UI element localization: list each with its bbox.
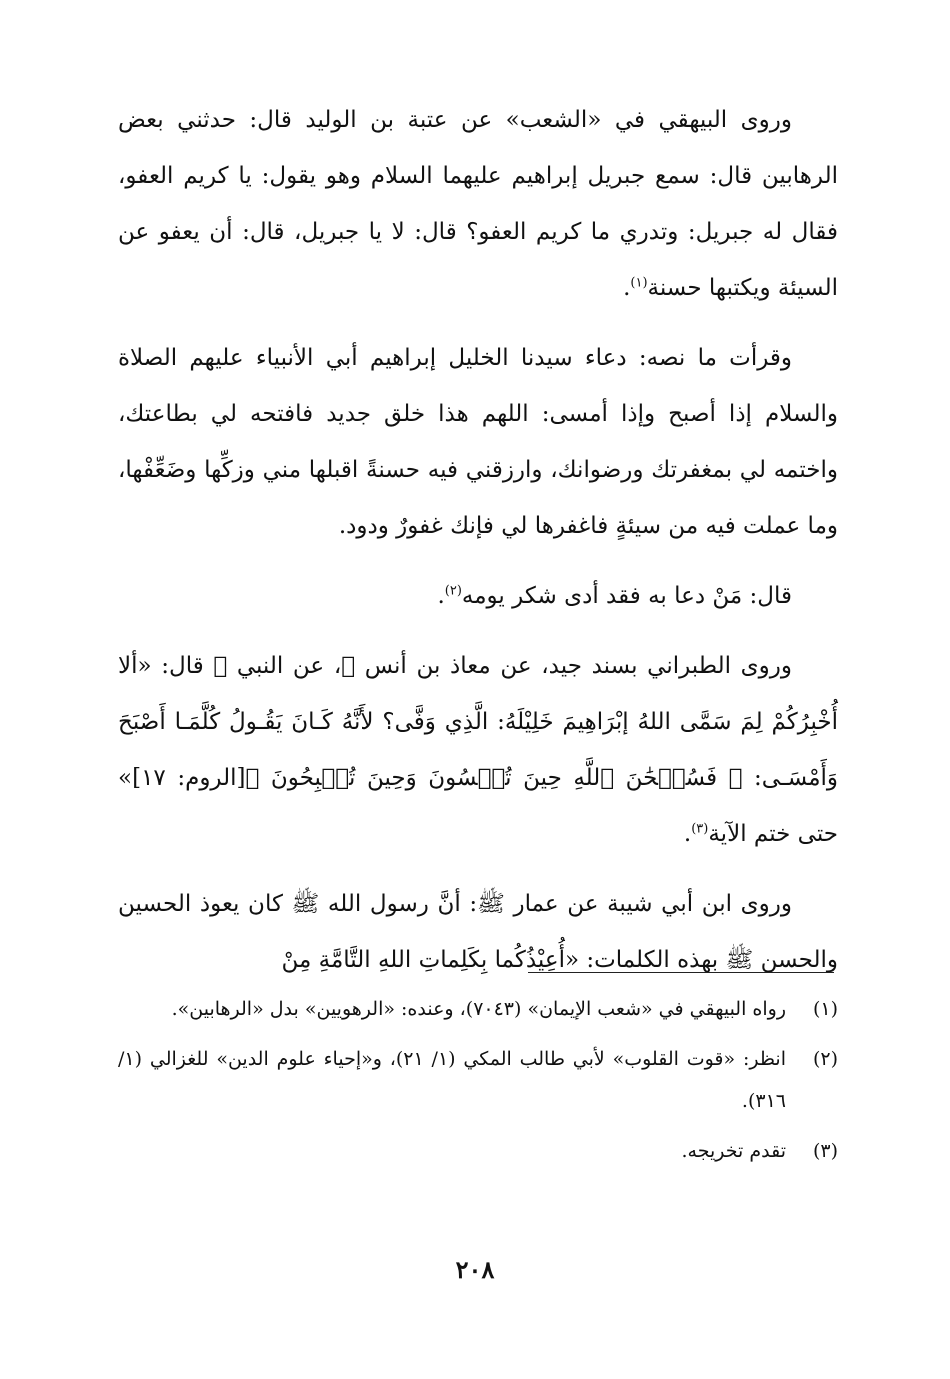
paragraph-2-text: وقرأت ما نصه: دعاء سيدنا الخليل إبراهيم أبي الأنبياء عليهم الصلاة والسلام إذا أصبح وإذا أمسى: اللهم هذا خلق جديد فافتحه لي بطاعتك، واختمه لي بمغفرتك ورضوانك، وارزقني فيه حسنةً اقبلها مني وزكِّها وضَعِّفْها، وما عملت فيه من سيئةٍ فاغفرها لي فإنك غفورٌ ودود. [118,345,838,539]
paragraph-3 [118,568,838,624]
footnote-ref-1[interactable]: (١) [630,275,648,291]
paragraph-3-text: قال: مَنْ دعا به فقد أدى شكر يومه [461,583,792,609]
footnote-number: (٢) [812,1048,838,1070]
paragraph-4-end: . [683,821,692,847]
paragraph-4-text: وروى الطبراني بسند جيد، عن معاذ بن أنس ﷺ، عن النبي ﷺ قال: «ألا أُخْبِرُكُمْ لِمَ سَمَّى اللهُ إبْرَاهِيمَ خَلِيْلَهُ: الَّذِي وَفَّى؟ لأَنَّهُ كَـانَ يَقُـولُ كُلَّمَـا أَصْبَحَ وَأَمْسَـى: [118,653,839,791]
footnote-number: (٣) [812,1140,838,1162]
paragraph-3-end: . [437,583,445,609]
footnote-ref-3[interactable]: (٣) [691,821,709,837]
footnote-text: تقدم تخريجه. [681,1140,786,1162]
paragraph-1 [118,92,838,316]
footnote-number: (١) [812,998,838,1020]
main-text [118,92,838,988]
quran-verse: ﴿ فَسُبۡحَٰنَ ٱللَّهِ حِينَ تُمۡسُونَ وَحِينَ تُصۡبِحُونَ ﴾ [245,765,743,791]
paragraph-4-tail: » حتى ختم الآية [118,765,838,847]
footnotes [118,988,838,1180]
footnote-2 [118,1038,838,1122]
quran-reference: [الروم: ١٧] [132,765,246,791]
paragraph-5-text: وروى ابن أبي شيبة عن عمار ﷺ: أنَّ رسول الله ﷺ كان يعوذ الحسين والحسن ﷺ بهذه الكلمات: «أُعِيْذُكُما بِكَلِماتِ اللهِ التَّامَّةِ مِنْ [118,891,838,973]
paragraph-2 [118,330,838,554]
paragraph-1-text: وروى البيهقي في «الشعب» عن عتبة بن الوليد قال: حدثني بعض الرهابين قال: سمع جبريل إبراهيم عليهما السلام وهو يقول: يا كريم العفو، فقال له جبريل: وتدري ما كريم العفو؟ قال: لا يا جبريل، قال: أن يعفو عن السيئة ويكتبها حسنة [118,107,838,301]
paragraph-4 [118,638,838,862]
footnote-3 [118,1130,838,1172]
footnote-1 [118,988,838,1030]
page-number: ٢٠٨ [455,1255,495,1284]
footnote-text: رواه البيهقي في «شعب الإيمان» (٧٠٤٣)، وعنده: «الرهويين» بدل «الرهابين». [171,998,786,1020]
footnote-ref-2[interactable]: (٢) [444,583,462,599]
paragraph-1-end: . [623,275,631,301]
footnote-text: انظر: «قوت القلوب» لأبي طالب المكي (١/ ٢١)، و«إحياء علوم الدين» للغزالي (١/ ٣١٦). [118,1048,786,1112]
footnote-separator [528,972,834,973]
